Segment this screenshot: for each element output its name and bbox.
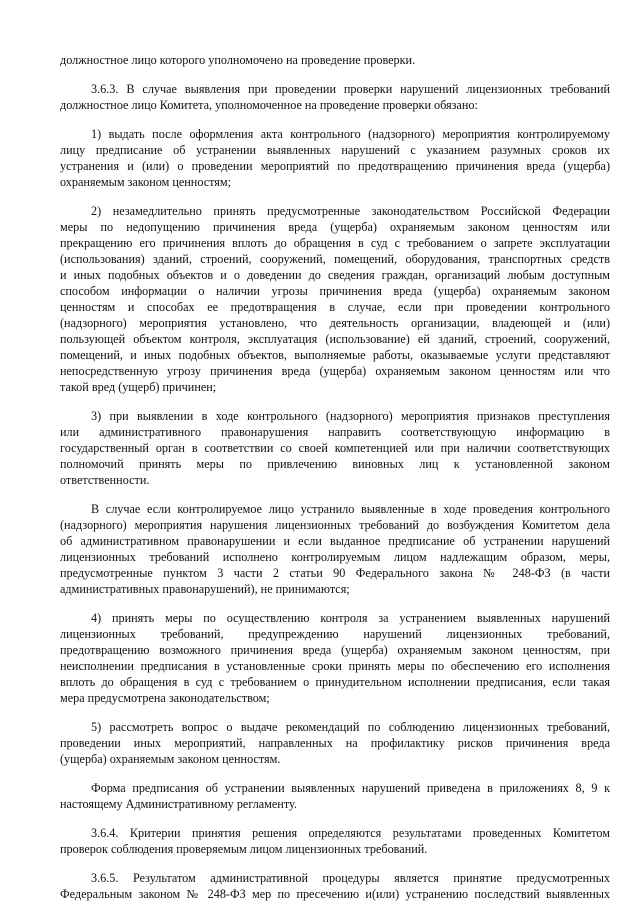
text-line: Федеральным законом № 248-ФЗ мер по пресечению и(или) устранению последствий выявленных <box>60 887 610 901</box>
text-line: прекращению его причинения вплоть до обращения в суд с требованием о запрете эксплуатации <box>60 236 610 250</box>
text-line: неисполнении предписания в установленные сроки принять меры по обеспечению его исполнения <box>60 659 610 673</box>
text-line: полномочий принять меры по привлечению виновных лиц к установленной законом <box>60 457 610 471</box>
text-line: 2) незамедлительно принять предусмотренные законодательством Российской Федерации <box>91 204 610 218</box>
text-line: пользующей объектом контроля, эксплуатация (использование) ей зданий, строений, сооружений, <box>60 332 610 346</box>
text-line: и иных подобных объектов и о доведении до сведения граждан, организаций любым доступным <box>60 268 610 282</box>
text-line: помещений, и иных подобных объектов, выполняемые работы, оказываемые услуги представляют <box>60 348 610 362</box>
text-line: вплоть до обращения в суд с требованием о принудительном исполнении предписания, если такая <box>60 675 610 689</box>
text-line: непосредственную угрозу причинения вреда (ущерба) охраняемым законом ценностям или что <box>60 364 610 378</box>
text-line: проведении иных мероприятий, направленных на профилактику рисков причинения вреда <box>60 736 610 750</box>
text-line: об административном правонарушении и если выданное предписание об устранении нарушений <box>60 534 610 548</box>
text-line: (использования) зданий, строений, сооружений, помещений, оборудования, транспортных средств <box>60 252 610 266</box>
text-line: предусмотренные пунктом 3 части 2 статьи 90 Федерального закона № 248-ФЗ (в части <box>60 566 610 580</box>
text-line: должностное лицо Комитета, уполномоченное на проведение проверки обязано: <box>60 98 478 112</box>
text-line: лицензионных требований исполнено контролируемым лицом надлежащим образом, меры, <box>60 550 610 564</box>
text-line: мера предусмотрена законодательством; <box>60 691 270 705</box>
text-line: В случае если контролируемое лицо устранило выявленные в ходе проведения контрольного <box>91 502 610 516</box>
text-line: 1) выдать после оформления акта контрольного (надзорного) мероприятия контролируемому <box>91 127 610 141</box>
text-line: 4) принять меры по осуществлению контроля за устранением выявленных нарушений <box>91 611 610 625</box>
text-line: Форма предписания об устранении выявленных нарушений приведена в приложениях 8, 9 к <box>91 781 610 795</box>
text-line: способом информации о наличии угрозы причинения вреда (ущерба) охраняемым законом <box>60 284 610 298</box>
text-line: 3) при выявлении в ходе контрольного (надзорного) мероприятия признаков преступления <box>91 409 610 423</box>
text-line: должностное лицо которого уполномочено на проведение проверки. <box>60 53 416 67</box>
text-line: настоящему Административному регламенту. <box>60 797 297 811</box>
text-line: ценностям и способах ее предотвращения в случае, если при проведении контрольного <box>60 300 610 314</box>
text-line: устранения и (или) о проведении мероприятий по предотвращению причинения вреда (ущерба) <box>60 159 610 173</box>
text-line: государственный орган в соответствии со своей компетенцией или при наличии соответствующих <box>60 441 610 455</box>
text-line: охраняемым законом ценностям; <box>60 175 231 189</box>
text-line: меры по недопущению причинения вреда (ущерба) охраняемым законом ценностям или <box>60 220 610 234</box>
text-line: административных правонарушений), не принимаются; <box>60 582 350 596</box>
text-line: (ущерба) охраняемым законом ценностям. <box>60 752 281 766</box>
text-line: 3.6.3. В случае выявления при проведении проверки нарушений лицензионных требований <box>91 82 610 96</box>
text-line: лицу предписание об устранении выявленных нарушений с указанием разумных сроков их <box>60 143 610 157</box>
text-line: 3.6.5. Результатом административной процедуры является принятие предусмотренных <box>91 871 610 885</box>
text-line: 3.6.4. Критерии принятия решения определяются результатами проведенных Комитетом <box>91 826 610 840</box>
text-line: такой вред (ущерб) причинен; <box>60 380 217 394</box>
text-line: проверок соблюдения проверяемым лицом лицензионных требований. <box>60 842 428 856</box>
text-line: 5) рассмотреть вопрос о выдаче рекомендаций по соблюдению лицензионных требований, <box>91 720 610 734</box>
text-line: (надзорного) мероприятия установлено, что деятельность организации, владеющей и (или) <box>60 316 610 330</box>
text-line: (надзорного) мероприятия нарушения лицензионных требований до возбуждения Комитетом дела <box>60 518 610 532</box>
text-line: или административного правонарушения направить соответствующую информацию в <box>60 425 610 439</box>
text-line: предотвращению возможного причинения вреда (ущерба) охраняемым законом ценностям, при <box>60 643 610 657</box>
text-line: лицензионных требований, предупреждению нарушений лицензионных требований, <box>60 627 610 641</box>
text-line: ответственности. <box>60 473 150 487</box>
